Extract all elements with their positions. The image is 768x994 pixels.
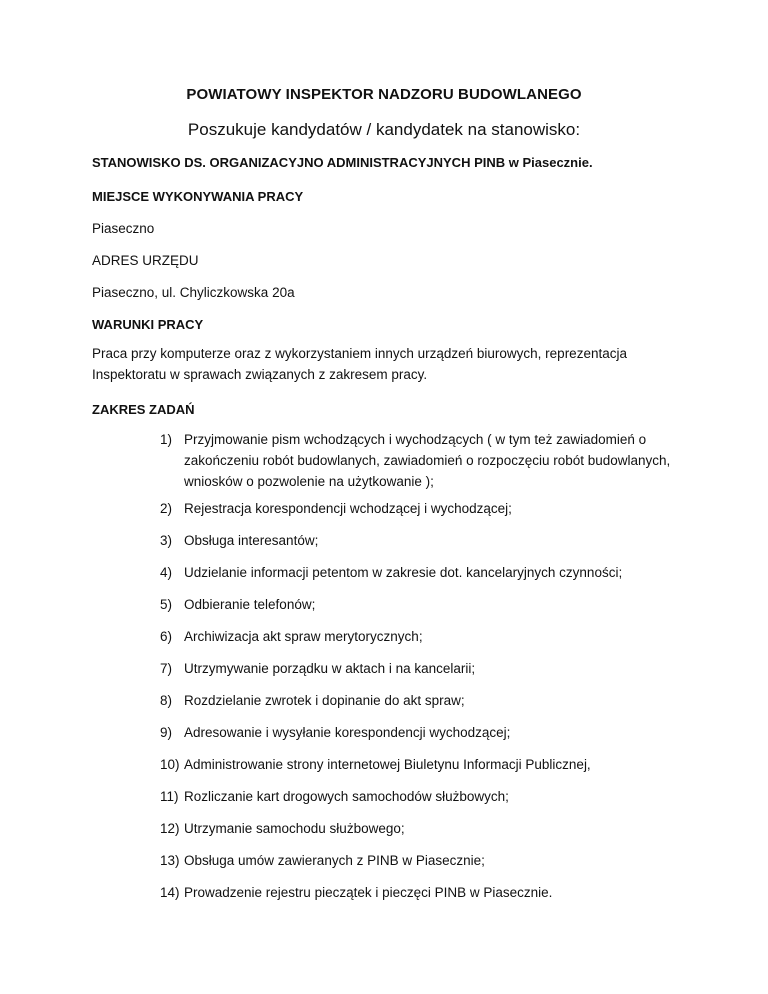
- duty-number: 5): [160, 597, 173, 612]
- duty-item-2: [160, 498, 680, 519]
- duty-text: Archiwizacja akt spraw merytorycznych;: [184, 629, 423, 644]
- duty-number: 7): [160, 661, 173, 676]
- duty-item-3: [160, 530, 680, 551]
- duty-item-9: [160, 722, 680, 743]
- duty-text: Adresowanie i wysyłanie korespondencji wychodzącej;: [184, 725, 511, 740]
- duty-number: 9): [160, 725, 173, 740]
- work-conditions-line-2: Inspektoratu w sprawach związanych z zakresem pracy.: [92, 367, 428, 382]
- duty-number: 4): [160, 565, 173, 580]
- duty-item-4: [160, 562, 680, 583]
- duty-item-14: [160, 882, 680, 903]
- duty-text: Rejestracja korespondencji wchodzącej i wychodzącej;: [184, 501, 512, 516]
- position-title: STANOWISKO DS. ORGANIZACYJNO ADMINISTRACYJNYCH PINB w Piasecznie.: [92, 155, 593, 170]
- workplace-value: Piaseczno: [92, 221, 155, 236]
- duty-number: 12): [160, 821, 180, 836]
- duty-number: 3): [160, 533, 173, 548]
- duty-item-7: [160, 658, 680, 679]
- duty-text: Obsługa umów zawieranych z PINB w Piasecznie;: [184, 853, 485, 868]
- duty-text: Rozdzielanie zwrotek i dopinanie do akt spraw;: [184, 693, 465, 708]
- duty-number: 14): [160, 885, 180, 900]
- duty-item-10: [160, 754, 680, 775]
- duties-heading: ZAKRES ZADAŃ: [92, 402, 195, 417]
- duty-number: 6): [160, 629, 173, 644]
- duty-item-8: [160, 690, 680, 711]
- office-address-heading: ADRES URZĘDU: [92, 253, 199, 268]
- duty-item-5: [160, 594, 680, 615]
- duty-number: 10): [160, 757, 180, 772]
- duty-number: 2): [160, 501, 173, 516]
- duty-item-6: [160, 626, 680, 647]
- duty-item-12: [160, 818, 680, 839]
- page-subtitle: Poszukuje kandydatów / kandydatek na stanowisko:: [187, 120, 581, 139]
- duty-text: Prowadzenie rejestru pieczątek i pieczęci PINB w Piasecznie.: [184, 885, 553, 900]
- duty-number: 1): [160, 432, 173, 447]
- duty-text: Przyjmowanie pism wchodzących i wychodzących ( w tym też zawiadomień o zakończeniu robót budowlanych, zawiadomień o rozpoczęciu robót budowlanych, wniosków o pozwolenie na użytkowanie );: [184, 432, 671, 489]
- duty-item-11: [160, 786, 680, 807]
- page-title: POWIATOWY INSPEKTOR NADZORU BUDOWLANEGO: [186, 86, 582, 103]
- duty-item-13: [160, 850, 680, 871]
- workplace-heading: MIEJSCE WYKONYWANIA PRACY: [92, 189, 304, 204]
- duty-text: Utrzymanie samochodu służbowego;: [184, 821, 405, 836]
- work-conditions-heading: WARUNKI PRACY: [92, 317, 204, 332]
- office-address-value: Piaseczno, ul. Chyliczkowska 20a: [92, 285, 295, 300]
- duty-text: Obsługa interesantów;: [184, 533, 319, 548]
- duty-text: Utrzymywanie porządku w aktach i na kancelarii;: [184, 661, 476, 676]
- duty-number: 13): [160, 853, 180, 868]
- duty-number: 8): [160, 693, 173, 708]
- duty-text: Administrowanie strony internetowej Biuletynu Informacji Publicznej,: [184, 757, 591, 772]
- work-conditions-line-1: Praca przy komputerze oraz z wykorzystaniem innych urządzeń biurowych, reprezentacja: [92, 346, 627, 361]
- duty-text: Rozliczanie kart drogowych samochodów służbowych;: [184, 789, 509, 804]
- duty-number: 11): [160, 789, 179, 804]
- duty-item-1: [160, 429, 680, 492]
- work-conditions-text: [92, 343, 692, 385]
- duty-text: Udzielanie informacji petentom w zakresie dot. kancelaryjnych czynności;: [184, 565, 623, 580]
- duty-text: Odbieranie telefonów;: [184, 597, 316, 612]
